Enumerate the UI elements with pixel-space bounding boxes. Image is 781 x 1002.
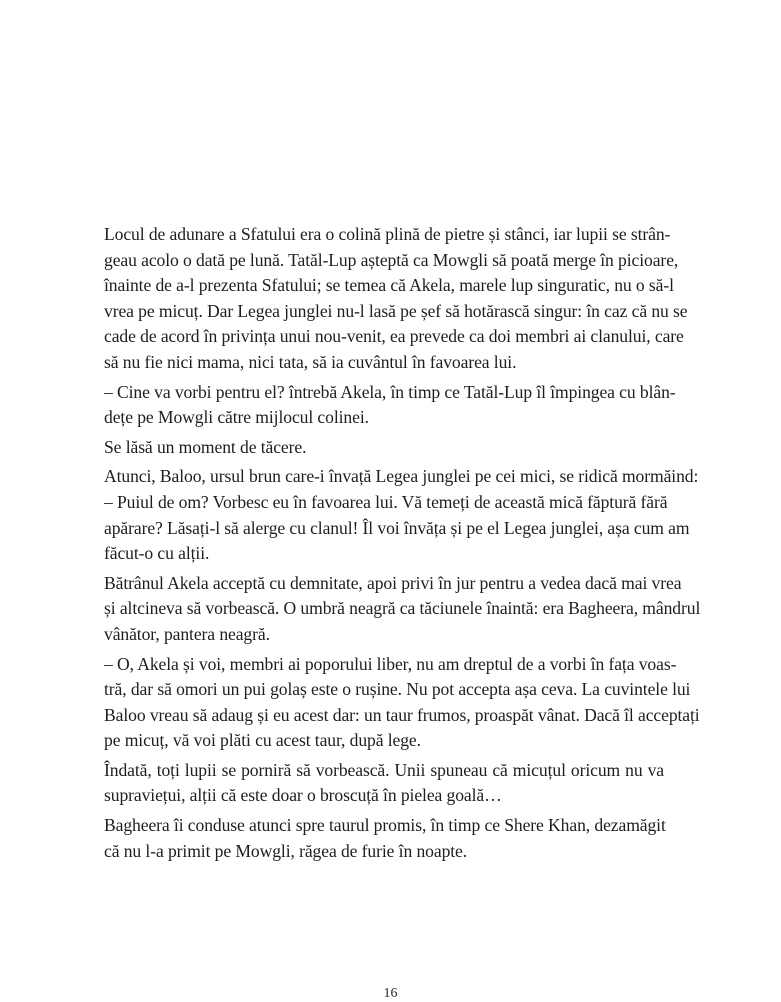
- text-line: înainte de a-l prezenta Sfatului; se temea că Akela, marele lup singuratic, nu o să-l: [104, 275, 674, 296]
- text-line: Atunci, Baloo, ursul brun care-i învață Legea junglei pe cei mici, se ridică mormăind:: [104, 466, 699, 487]
- text-line: pe micuț, vă voi plăti cu acest taur, după lege.: [104, 730, 421, 751]
- text-line: că nu l-a primit pe Mowgli, răgea de furie în noapte.: [104, 840, 468, 861]
- text-line: dețe pe Mowgli către mijlocul colinei.: [104, 407, 369, 428]
- page-number: 16: [383, 986, 398, 1001]
- text-line: geau acolo o dată pe lună. Tatăl-Lup așteptă ca Mowgli să poată merge în picioare,: [104, 249, 679, 270]
- text-line: și altcineva să vorbească. O umbră neagră ca tăciunele înaintă: era Bagheera, mândrul: [104, 598, 701, 619]
- dialogue-line: – Puiul de om? Vorbesc eu în favoarea lui. Vă temeți de această mică făptură fără: [104, 491, 668, 512]
- dialogue-line: – O, Akela și voi, membri ai poporului liber, nu am dreptul de a vorbi în fața voas-: [104, 653, 677, 674]
- dialogue-line: – Cine va vorbi pentru el? întrebă Akela, în timp ce Tatăl-Lup îl împingea cu blân-: [104, 381, 676, 402]
- text-line: Se lăsă un moment de tăcere.: [104, 436, 307, 457]
- text-line: Bagheera îi conduse atunci spre taurul promis, în timp ce Shere Khan, dezamăgit: [104, 815, 666, 836]
- text-line: apărare? Lăsați-l să alerge cu clanul! Îl voi învăța și pe el Legea junglei, așa cum am: [104, 517, 690, 538]
- text-line: supraviețui, alții că este doar o broscuță în pielea goală…: [104, 785, 502, 806]
- text-line: tră, dar să omori un pui golaș este o rușine. Nu pot accepta așa ceva. La cuvintele lui: [104, 679, 691, 700]
- text-line: vrea pe micuț. Dar Legea junglei nu-l lasă pe șef să hotărască singur: în caz că nu se: [104, 300, 688, 321]
- text-line: cade de acord în privința unui nou-venit, ea prevede ca doi membri ai clanului, care: [104, 326, 684, 347]
- text-line: Îndată, toți lupii se porniră să vorbească. Unii spuneau că micuțul oricum nu va: [104, 759, 664, 780]
- text-line: Baloo vreau să adaug și eu acest dar: un taur frumos, proaspăt vânat. Dacă îl acceptați: [104, 704, 700, 725]
- text-line: vânător, pantera neagră.: [104, 623, 270, 644]
- story-text: [104, 222, 701, 864]
- text-line: făcut-o cu alții.: [104, 543, 210, 564]
- text-line: să nu fie nici mama, nici tata, să ia cuvântul în favoarea lui.: [104, 351, 517, 372]
- text-line: Locul de adunare a Sfatului era o colină plină de pietre și stânci, iar lupii se strân-: [104, 224, 671, 244]
- text-line: Bătrânul Akela acceptă cu demnitate, apoi privi în jur pentru a vedea dacă mai vrea: [104, 572, 682, 593]
